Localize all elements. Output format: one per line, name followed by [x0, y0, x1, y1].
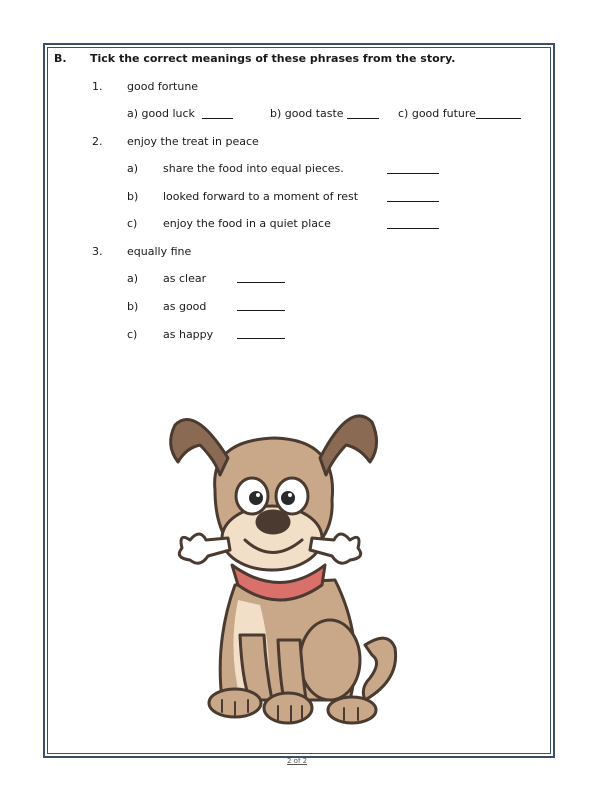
q2-answer-blank-c[interactable]	[387, 228, 439, 229]
q1-answer-blank-c[interactable]	[476, 118, 521, 119]
q3-option-c-text: as happy	[163, 328, 214, 341]
question-2-number: 2.	[92, 135, 103, 148]
page-number: 2 of 2	[287, 757, 308, 765]
q1-answer-blank-a[interactable]	[202, 118, 233, 119]
q2-option-b-letter: b)	[127, 190, 139, 203]
q3-answer-blank-c[interactable]	[237, 338, 285, 339]
q2-answer-blank-b[interactable]	[387, 201, 439, 202]
q3-option-b-text: as good	[163, 300, 207, 313]
question-2-phrase: enjoy the treat in peace	[127, 135, 259, 148]
q1-option-b: b) good taste	[270, 107, 344, 120]
q3-answer-blank-b[interactable]	[237, 310, 285, 311]
cartoon-dog-with-bone-icon	[160, 400, 420, 740]
question-1-phrase: good fortune	[127, 80, 199, 93]
question-3-number: 3.	[92, 245, 103, 258]
q2-option-c-text: enjoy the food in a quiet place	[163, 217, 331, 230]
section-letter: B.	[54, 52, 67, 65]
question-1-number: 1.	[92, 80, 103, 93]
q3-option-c-letter: c)	[127, 328, 138, 341]
q3-option-a-text: as clear	[163, 272, 207, 285]
q2-option-a-letter: a)	[127, 162, 139, 175]
q2-option-a-text: share the food into equal pieces.	[163, 162, 344, 175]
q3-option-a-letter: a)	[127, 272, 139, 285]
question-3-phrase: equally fine	[127, 245, 192, 258]
q3-option-b-letter: b)	[127, 300, 139, 313]
q1-option-c: c) good future	[398, 107, 476, 120]
section-instruction: Tick the correct meanings of these phrases from the story.	[90, 52, 456, 65]
q2-option-c-letter: c)	[127, 217, 138, 230]
q3-answer-blank-a[interactable]	[237, 282, 285, 283]
q2-answer-blank-a[interactable]	[387, 173, 439, 174]
q1-answer-blank-b[interactable]	[347, 118, 379, 119]
q1-option-a: a) good luck	[127, 107, 195, 120]
q2-option-b-text: looked forward to a moment of rest	[163, 190, 359, 203]
